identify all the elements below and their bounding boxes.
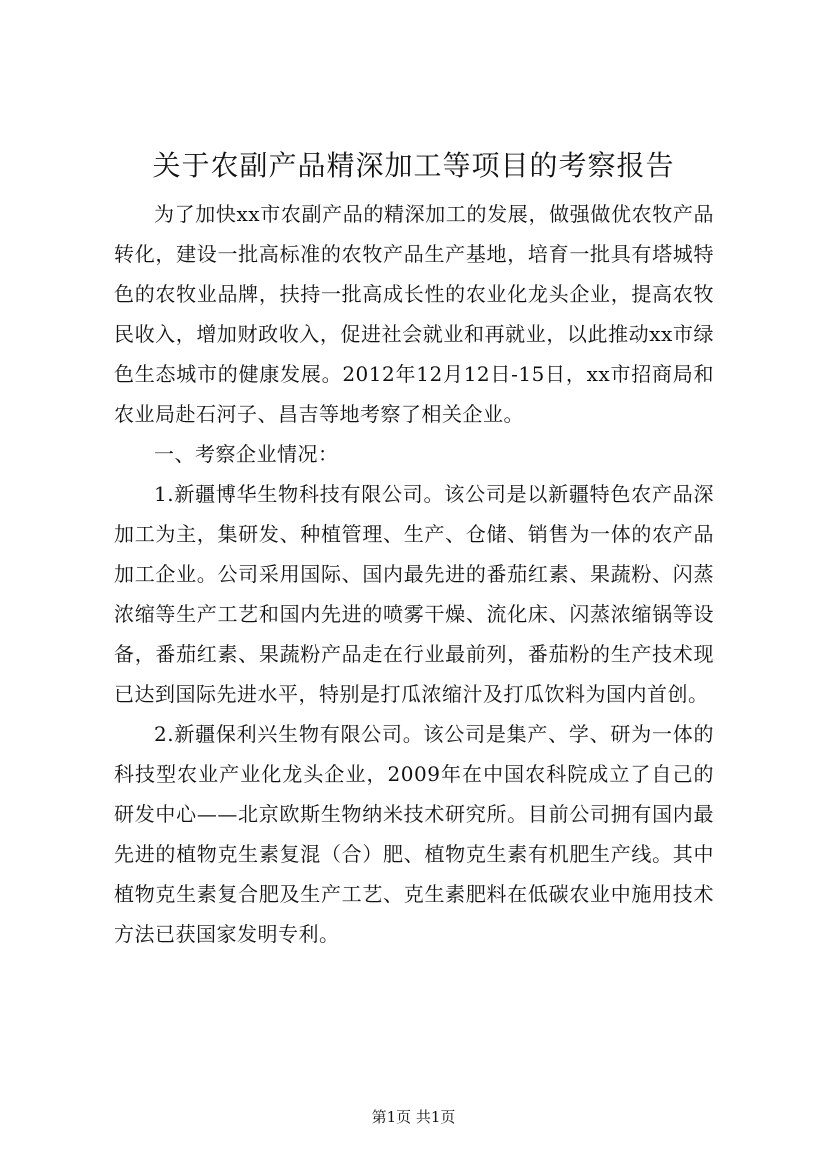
company-2-paragraph: 2.新疆保利兴生物有限公司。该公司是集产、学、研为一体的科技型农业产业化龙头企业，2009年在中国农科院成立了自己的研发中心——北京欧斯生物纳米技术研究所。目前公司拥有国内最先进的植物克生素复混（合）肥、植物克生素有机肥生产线。其中植物克生素复合肥及生产工艺、克生素肥料在低碳农业中施用技术方法已获国家发明专利。 [114, 722, 714, 946]
intro-paragraph: 为了加快xx市农副产品的精深加工的发展，做强做优农牧产品转化，建设一批高标准的农牧产品生产基地，培育一批具有塔城特色的农牧业品牌，扶持一批高成长性的农业化龙头企业，提高农牧民收入，增加财政收入，促进社会就业和再就业，以此推动xx市绿色生态城市的健康发展。2012年12月12日-15日，xx市招商局和农业局赴石河子、昌吉等地考察了相关企业。 [114, 202, 714, 426]
document-body [114, 194, 714, 954]
company-1-paragraph: 1.新疆博华生物科技有限公司。该公司是以新疆特色农产品深加工为主，集研发、种植管理、生产、仓储、销售为一体的农产品加工企业。公司采用国际、国内最先进的番茄红素、果蔬粉、闪蒸浓缩等生产工艺和国内先进的喷雾干燥、流化床、闪蒸浓缩锅等设备，番茄红素、果蔬粉产品走在行业最前列，番茄粉的生产技术现已达到国际先进水平，特别是打瓜浓缩汁及打瓜饮料为国内首创。 [114, 482, 714, 706]
page-footer: 第1页 共1页 [371, 1108, 456, 1126]
document-title: 关于农副产品精深加工等项目的考察报告 [152, 149, 675, 182]
section-heading: 一、考察企业情况： [154, 442, 339, 466]
